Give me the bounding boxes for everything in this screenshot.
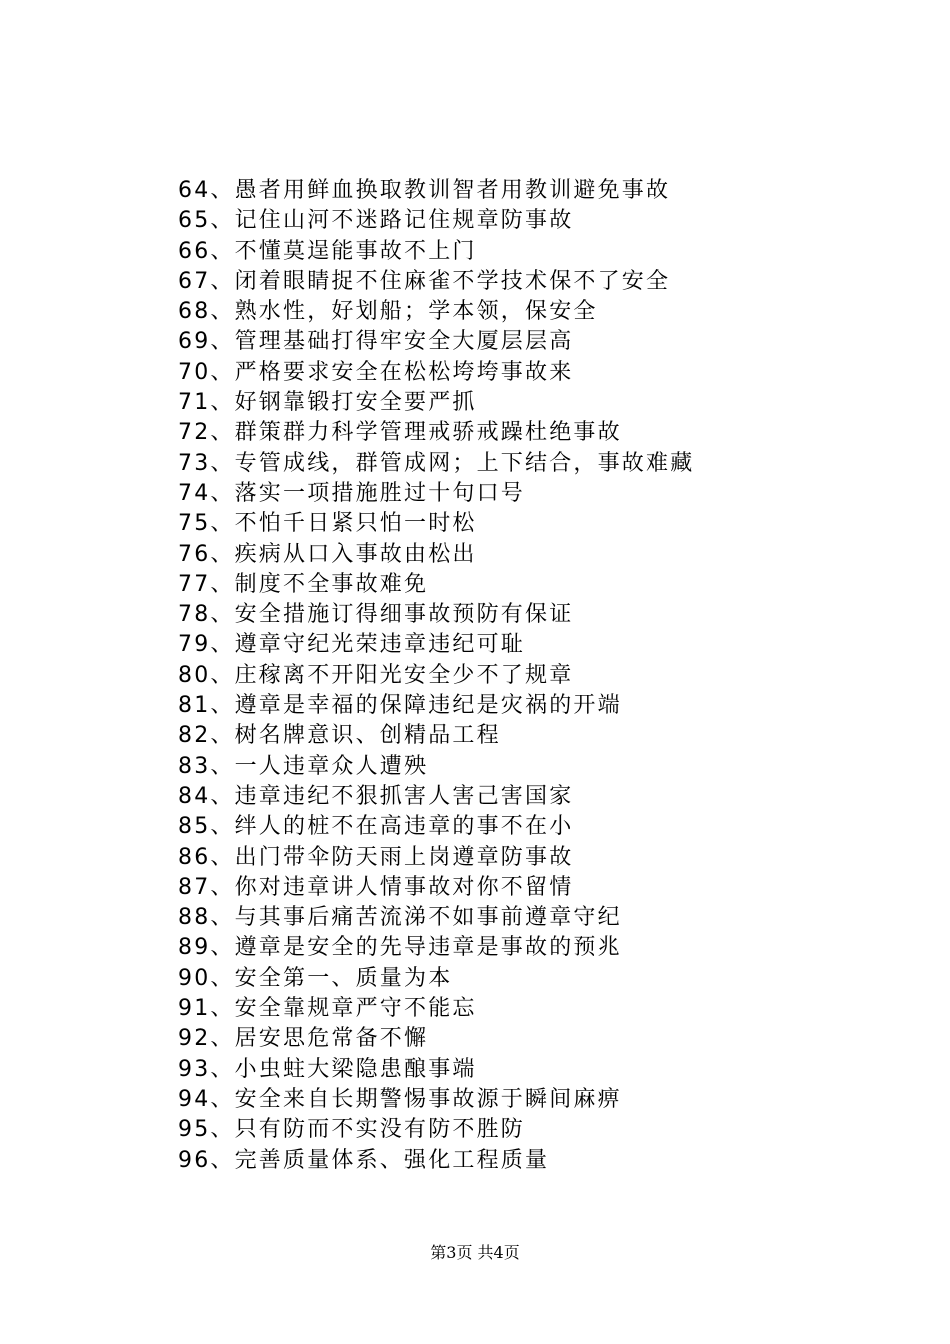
slogan-item: 90、安全第一、质量为本 [178,965,453,991]
slogan-item: 68、熟水性，好划船；学本领，保安全 [178,299,598,325]
slogan-item: 75、不怕千日紧只怕一时松 [178,511,477,537]
slogan-item: 91、安全靠规章严守不能忘 [178,996,477,1022]
slogan-item: 88、与其事后痛苦流涕不如事前遵章守纪 [178,905,622,931]
slogan-item: 86、出门带伞防天雨上岗遵章防事故 [178,844,574,870]
slogan-item: 67、闭着眼睛捉不住麻雀不学技术保不了安全 [178,268,671,294]
slogan-item: 80、庄稼离不开阳光安全少不了规章 [178,662,574,688]
slogan-item: 70、严格要求安全在松松垮垮事故来 [178,359,574,385]
slogan-item: 96、完善质量体系、强化工程质量 [178,1147,550,1173]
slogan-item: 64、愚者用鲜血换取教训智者用教训避免事故 [178,178,671,203]
slogan-item: 82、树名牌意识、创精品工程 [178,723,501,749]
slogan-item: 85、绊人的桩不在高违章的事不在小 [178,814,574,840]
slogan-item: 73、专管成线，群管成网；上下结合，事故难藏 [178,450,695,476]
slogan-item: 66、不懂莫逞能事故不上门 [178,238,477,264]
slogan-item: 79、遵章守纪光荣违章违纪可耻 [178,632,525,658]
slogan-item: 74、落实一项措施胜过十句口号 [178,480,525,506]
slogan-list [178,176,694,1176]
slogan-item: 69、管理基础打得牢安全大厦层层高 [178,329,574,355]
slogan-item: 72、群策群力科学管理戒骄戒躁杜绝事故 [178,420,622,446]
slogan-item: 65、记住山河不迷路记住规章防事故 [178,208,574,234]
slogan-item: 76、疾病从口入事故由松出 [178,541,477,567]
slogan-item: 94、安全来自长期警惕事故源于瞬间麻痹 [178,1086,622,1112]
slogan-item: 78、安全措施订得细事故预防有保证 [178,602,574,628]
slogan-item: 83、一人违章众人遭殃 [178,753,429,779]
slogan-item: 87、你对违章讲人情事故对你不留情 [178,874,574,900]
slogan-item: 71、好钢靠锻打安全要严抓 [178,390,477,416]
slogan-item: 89、遵章是安全的先导违章是事故的预兆 [178,935,622,961]
slogan-item: 84、违章违纪不狠抓害人害己害国家 [178,783,574,809]
slogan-item: 81、遵章是幸福的保障违纪是灾祸的开端 [178,693,622,719]
page-footer: 第3页 共4页 [430,1243,520,1262]
slogan-item: 95、只有防而不实没有防不胜防 [178,1117,525,1143]
slogan-item: 77、制度不全事故难免 [178,571,429,597]
slogan-item: 92、居安思危常备不懈 [178,1026,429,1052]
slogan-item: 93、小虫蛀大梁隐患酿事端 [178,1056,477,1082]
